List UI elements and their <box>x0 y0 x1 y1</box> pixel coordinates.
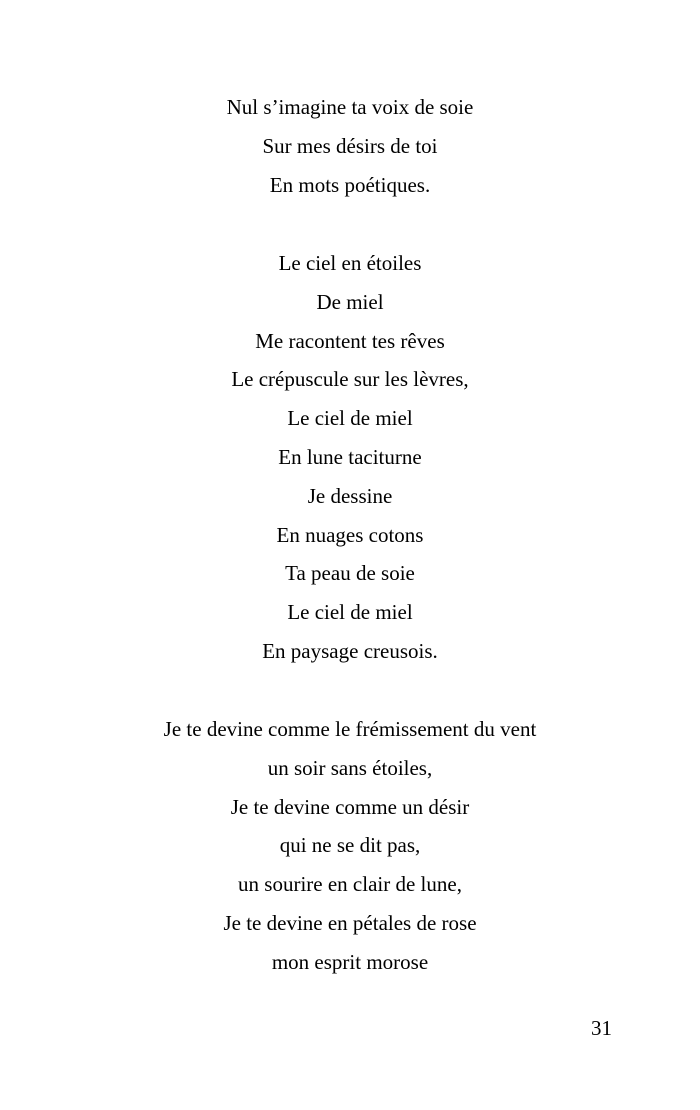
poem-stanza-1 <box>0 88 700 204</box>
poem-line: Ta peau de soie <box>285 561 415 586</box>
page-number: 31 <box>591 1016 612 1040</box>
poem-line: En mots poétiques. <box>269 172 431 197</box>
poem-line: Je te devine en pétales de rose <box>223 910 477 935</box>
poem-line: Me racontent tes rêves <box>255 328 445 353</box>
poem-line: mon esprit morose <box>271 949 429 974</box>
poem-line: En paysage creusois. <box>262 638 438 663</box>
poem-line: Le ciel de miel <box>287 600 413 625</box>
poem-line: Je dessine <box>307 483 393 508</box>
poem-line: En nuages cotons <box>276 522 424 547</box>
poem-line: Le ciel de miel <box>287 406 413 431</box>
poem-line: En lune taciturne <box>278 444 422 469</box>
poem-line: Je te devine comme le frémissement du vent <box>163 717 537 741</box>
poem-line: un sourire en clair de lune, <box>238 872 462 897</box>
poem-line: qui ne se dit pas, <box>279 833 421 858</box>
poem-line: un soir sans étoiles, <box>267 755 433 780</box>
poem-line: De miel <box>316 289 384 314</box>
poem-line: Sur mes désirs de toi <box>262 133 438 158</box>
poem-line: Le ciel en étoiles <box>278 251 422 275</box>
poem-stanza-3 <box>0 710 700 982</box>
poem-stanza-2 <box>0 244 700 671</box>
poem-line: Je te devine comme un désir <box>230 794 470 819</box>
poem-line: Nul s’imagine ta voix de soie <box>226 95 474 119</box>
poem-line: Le crépuscule sur les lèvres, <box>231 367 469 392</box>
